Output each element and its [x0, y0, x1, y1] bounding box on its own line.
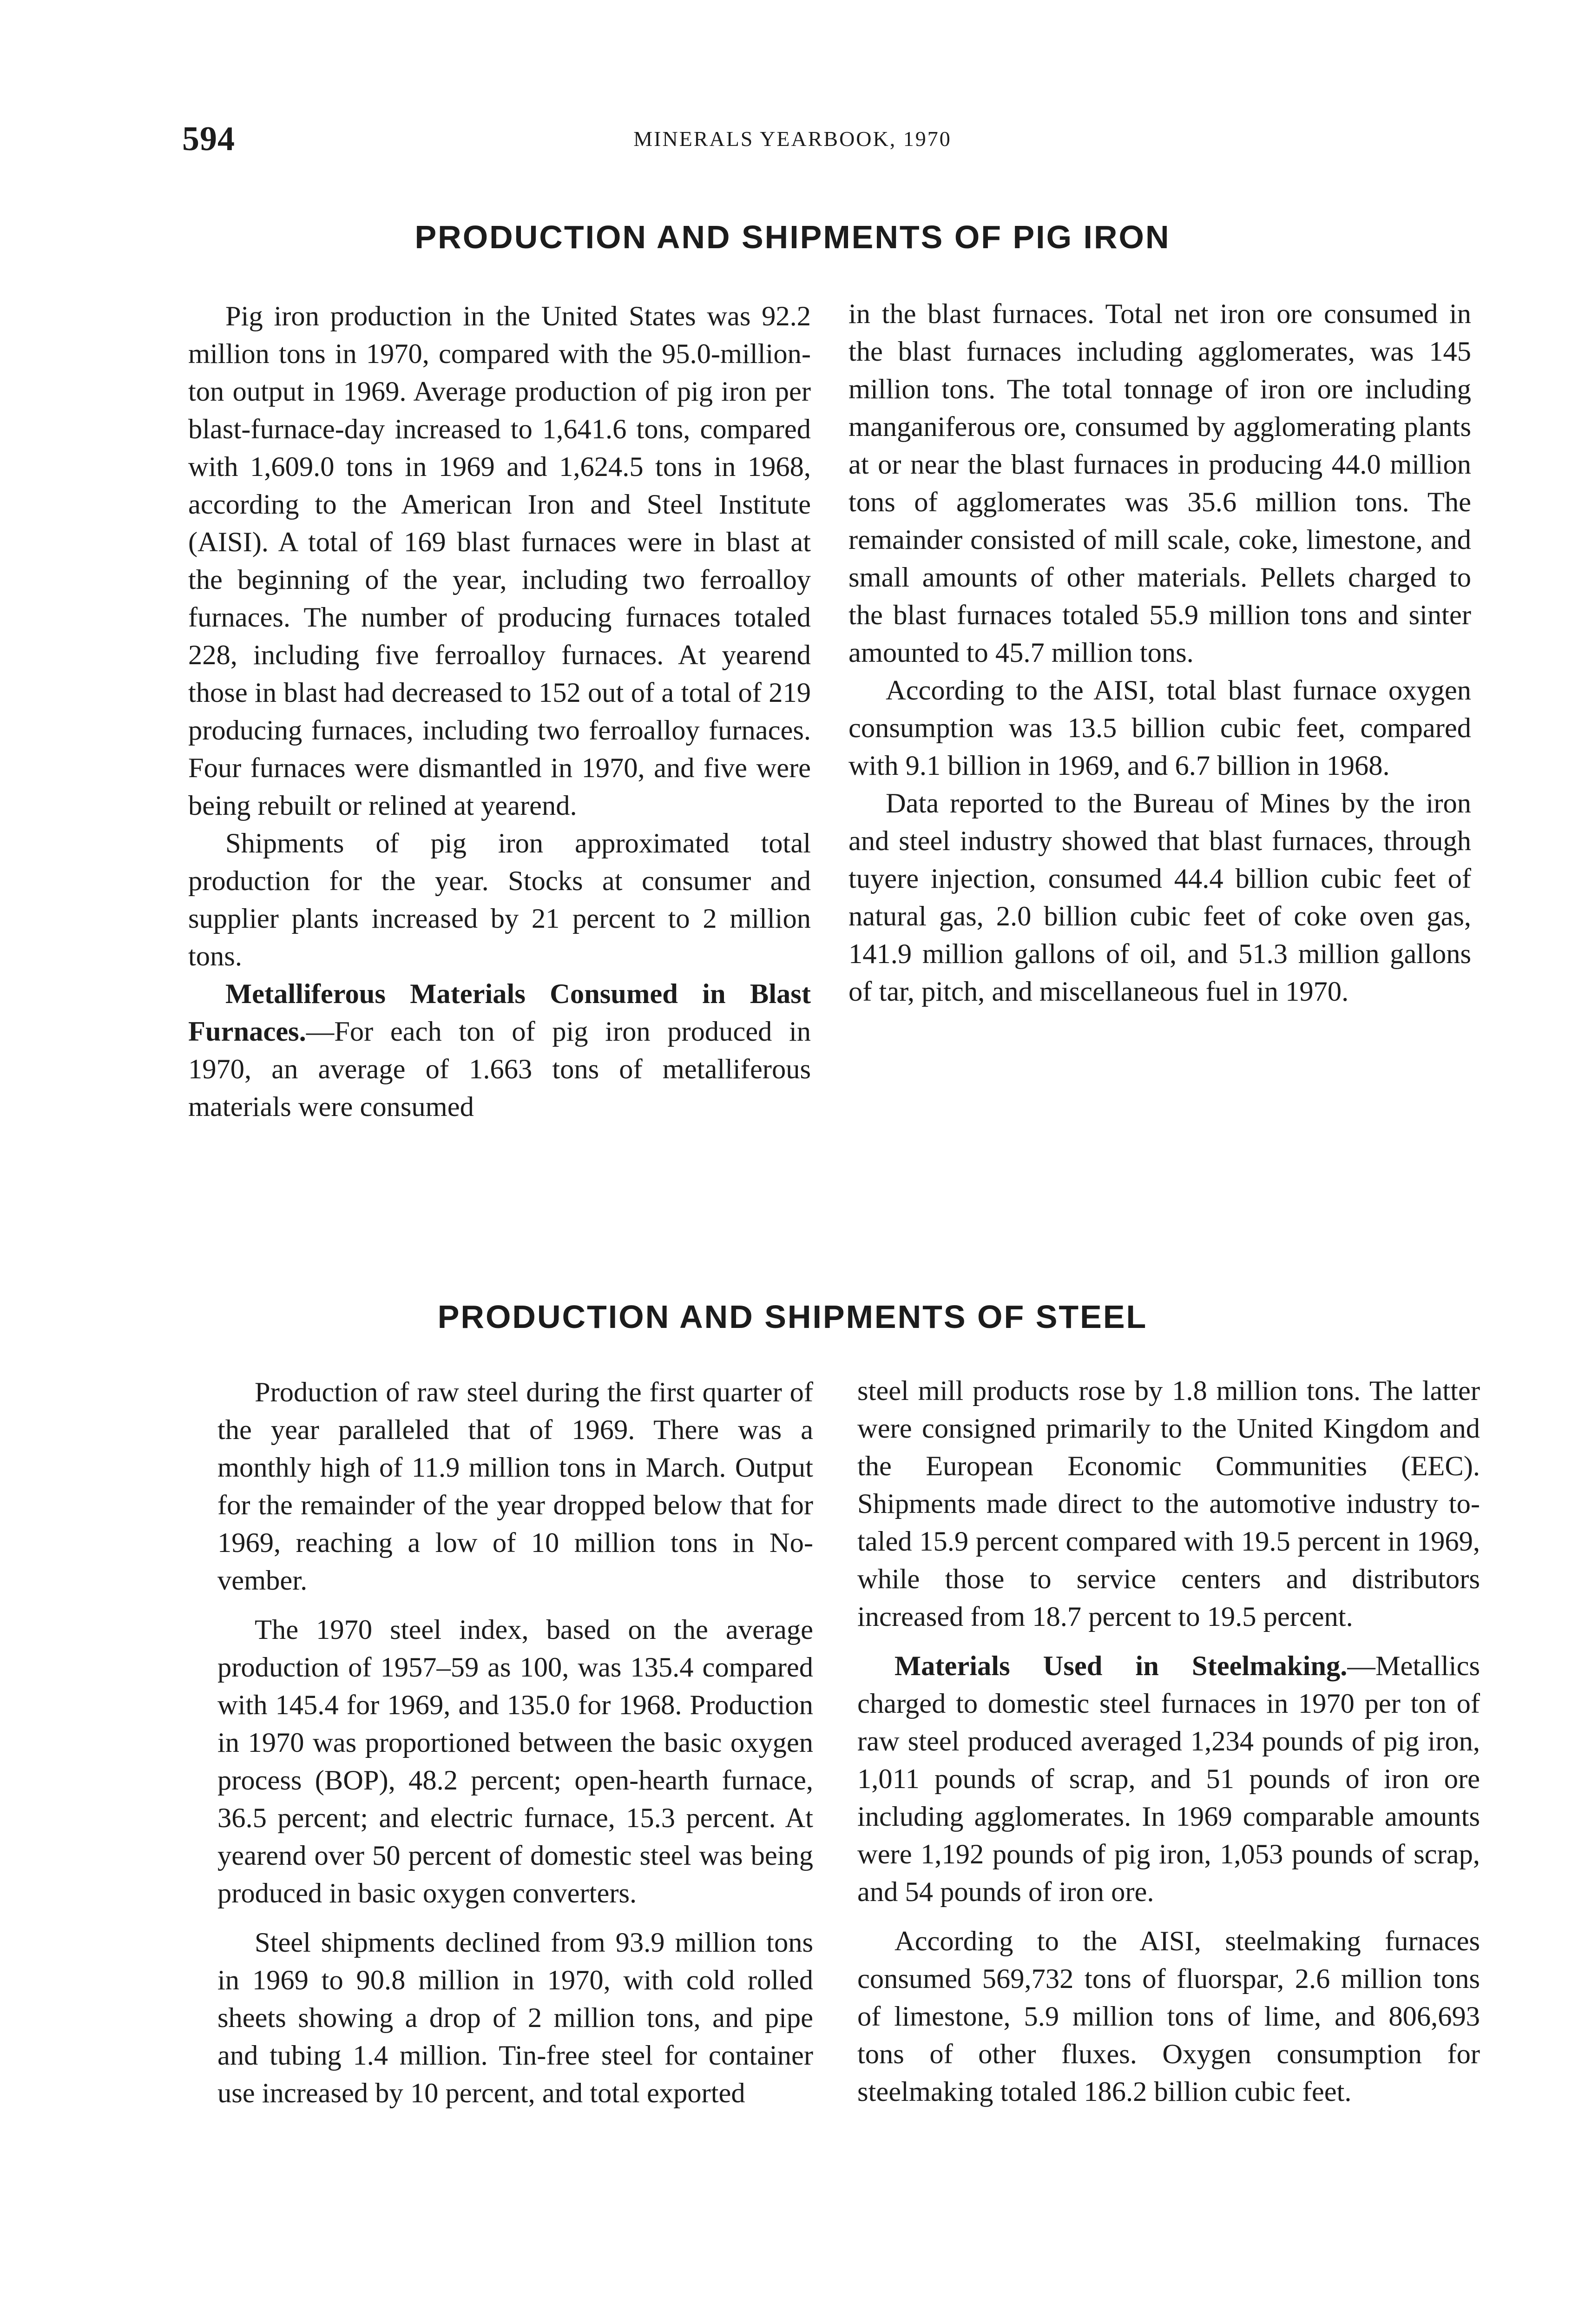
- pig-iron-left-column: [188, 297, 811, 1126]
- paragraph: Data reported to the Bureau of Mines by the iron and steel industry showed that blast furnaces, through tuyere injection, consumed 44.4 billion cubic feet of natural gas, 2.0 billion cubic feet of coke oven gas, 141.9 million gallons of oil, and 51.3 million gallons of tar, pitch, and miscellaneous fuel in 1970.: [848, 788, 1471, 1007]
- paragraph: Steel shipments declined from 93.9 million tons in 1969 to 90.8 million in 1970, with cold rolled sheets showing a drop of 2 million tons, and pipe and tubing 1.4 million. Tin-free steel for container use increased by 10 percent, and total exported: [217, 1927, 813, 2109]
- paragraph: Production of raw steel during the first quarter of the year paralleled that of 1969. There was a monthly high of 11.9 million tons in March. Output for the remainder of the year dropped below that for 1969, reaching a low of 10 million tons in November.: [217, 1377, 813, 1596]
- steel-left-column: [217, 1373, 813, 2124]
- paragraph-text: —For each ton of pig iron produced in 1970, an average of 1.663 tons of metalliferous materials were consumed: [188, 1016, 811, 1122]
- paragraph: steel mill products rose by 1.8 million tons. The latter were consigned primarily to the United Kingdom and the European Economic Communities (EEC). Shipments made direct to the automotive industry totaled 15.9 percent compared with 19.5 percent in 1969, while those to service centers and distributors increased from 18.7 percent to 19.5 percent.: [857, 1375, 1480, 1632]
- run-in-heading: Materials Used in Steelmaking.: [894, 1651, 1348, 1682]
- paragraph: [188, 975, 811, 1126]
- paragraph: According to the AISI, steelmaking furnaces consumed 569,732 tons of fluorspar, 2.6 million tons of limestone, 5.9 million tons of lime, and 806,693 tons of other fluxes. Oxygen consumption for steelmaking totaled 186.2 billion cubic feet.: [857, 1926, 1480, 2107]
- section-title-pig-iron: PRODUCTION AND SHIPMENTS OF PIG IRON: [414, 219, 1171, 255]
- section-title-steel: PRODUCTION AND SHIPMENTS OF STEEL: [437, 1299, 1148, 1335]
- paragraph: According to the AISI, total blast furnace oxygen consumption was 13.5 billion cubic feet, compared with 9.1 billion in 1969, and 6.7 billion in 1968.: [848, 675, 1471, 781]
- paragraph: Pig iron production in the United States was 92.2 million tons in 1970, compared with the 95.0-million-ton output in 1969. Average production of pig iron per blast-furnace-day increased to 1,641.6 tons, compared with 1,609.0 tons in 1969 and 1,624.5 tons in 1968, according to the American Iron and Steel Institute (AISI). A total of 169 blast furnaces were in blast at the beginning of the year, including two ferroalloy furnaces. The number of producing furnaces totaled 228, including five ferroalloy furnaces. At yearend those in blast had decreased to 152 out of a total of 219 producing furnaces, including two ferroalloy furnaces. Four furnaces were dismantled in 1970, and five were being rebuilt or relined at yearend.: [188, 301, 811, 821]
- run-in-heading: Metalliferous Materials Consumed in Blast Furnaces.: [188, 978, 811, 1047]
- paragraph: The 1970 steel index, based on the average production of 1957–59 as 100, was 135.4 compared with 145.4 for 1969, and 135.0 for 1968. Production in 1970 was proportioned between the basic oxygen process (BOP), 48.2 percent; open-hearth furnace, 36.5 percent; and electric furnace, 15.3 percent. At yearend over 50 percent of domestic steel was being produced in basic oxygen converters.: [217, 1614, 813, 1909]
- paragraph: [857, 1647, 1480, 1911]
- steel-right-column: [857, 1372, 1480, 2122]
- paragraph-text: —Metallics charged to domestic steel furnaces in 1970 per ton of raw steel produced averaged 1,234 pounds of pig iron, 1,011 pounds of scrap, and 51 pounds of iron ore including agglomerates. In 1969 comparable amounts were 1,192 pounds of pig iron, 1,053 pounds of scrap, and 54 pounds of iron ore.: [857, 1651, 1480, 1908]
- page-number: 594: [182, 120, 235, 158]
- paragraph: Shipments of pig iron approximated total production for the year. Stocks at consumer and supplier plants increased by 21 percent to 2 million tons.: [188, 828, 811, 972]
- paragraph: in the blast furnaces. Total net iron ore consumed in the blast furnaces including agglomerates, was 145 million tons. The total tonnage of iron ore including manganiferous ore, consumed by agglomerating plants at or near the blast furnaces in producing 44.0 million tons of agglomerates was 35.6 million tons. The remainder consisted of mill scale, coke, limestone, and small amounts of other materials. Pellets charged to the blast furnaces totaled 55.9 million tons and sinter amounted to 45.7 million tons.: [848, 298, 1471, 668]
- running-head: MINERALS YEARBOOK, 1970: [633, 127, 952, 151]
- pig-iron-right-column: [848, 295, 1471, 1010]
